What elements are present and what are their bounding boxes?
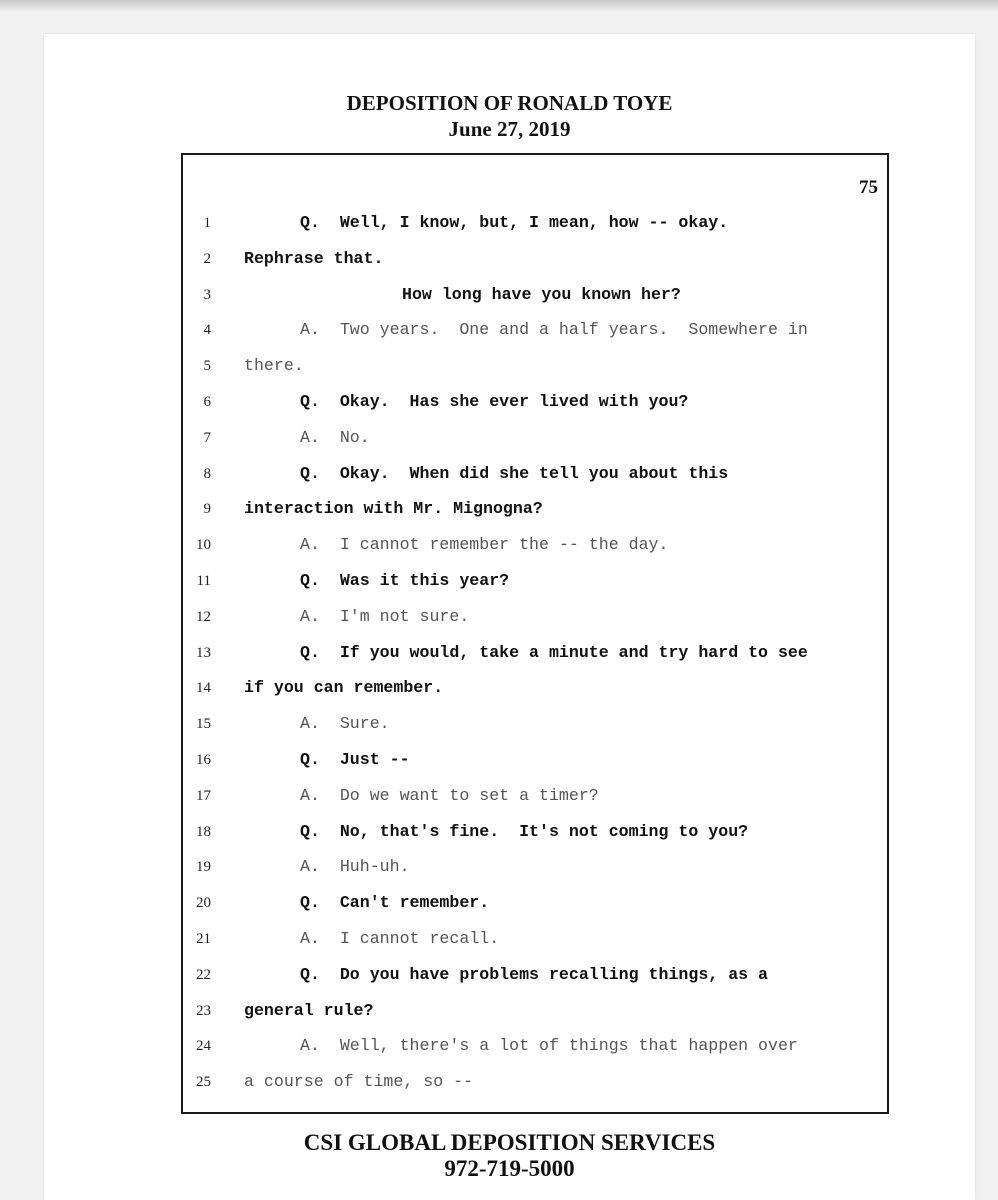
transcript-line xyxy=(183,491,887,527)
line-number: 21 xyxy=(196,931,211,947)
transcript-line xyxy=(183,1064,887,1100)
transcript-line xyxy=(183,921,887,957)
transcript-line xyxy=(183,1028,887,1064)
line-number: 7 xyxy=(203,429,211,446)
answer-text: A. Do we want to set a timer? xyxy=(300,785,599,805)
transcript-line xyxy=(183,778,887,814)
line-number: 25 xyxy=(196,1074,211,1091)
line-number: 24 xyxy=(196,1038,211,1055)
answer-text: A. Huh-uh. xyxy=(300,857,410,877)
transcript-line xyxy=(183,563,887,599)
question-text: if you can remember. xyxy=(244,678,444,698)
transcript-line xyxy=(183,205,887,241)
question-text: general rule? xyxy=(244,1000,374,1020)
document-page xyxy=(44,34,975,1200)
transcript-line xyxy=(183,384,887,420)
question-text: Q. Okay. When did she tell you about this xyxy=(300,463,729,483)
page-number: 75 xyxy=(859,177,878,198)
answer-text: A. I'm not sure. xyxy=(300,606,470,626)
line-number: 10 xyxy=(196,537,211,554)
line-number: 20 xyxy=(196,895,211,912)
line-number: 5 xyxy=(203,358,211,375)
answer-text: A. Well, there's a lot of things that happen over xyxy=(300,1036,798,1056)
answer-text: A. I cannot remember the -- the day. xyxy=(300,535,669,555)
transcript-line xyxy=(183,277,887,313)
line-number: 4 xyxy=(203,322,211,339)
transcript-line xyxy=(183,241,887,277)
line-number: 12 xyxy=(196,608,211,625)
transcript-line xyxy=(183,957,887,993)
footer-phone: 972-719-5000 xyxy=(444,1156,575,1181)
line-number: 9 xyxy=(203,501,211,518)
transcript-line xyxy=(183,348,887,384)
deposition-title: DEPOSITION OF RONALD TOYE xyxy=(346,91,673,115)
line-number: 11 xyxy=(196,573,211,589)
transcript-line xyxy=(183,885,887,921)
line-number: 22 xyxy=(196,966,211,983)
footer-company: CSI GLOBAL DEPOSITION SERVICES xyxy=(303,1130,716,1155)
line-number: 16 xyxy=(196,752,211,768)
line-number: 14 xyxy=(196,680,211,697)
transcript-line xyxy=(183,814,887,850)
answer-text: A. Two years. One and a half years. Somewhere in xyxy=(300,320,808,340)
question-text: Rephrase that. xyxy=(244,248,384,268)
question-text: Q. Was it this year? xyxy=(300,571,510,590)
transcript-line xyxy=(183,599,887,635)
answer-text: A. No. xyxy=(300,427,370,447)
answer-text: a course of time, so -- xyxy=(244,1072,474,1092)
answer-text: there. xyxy=(244,356,304,376)
line-number: 3 xyxy=(203,286,211,303)
line-number: 23 xyxy=(196,1002,211,1019)
question-text: Q. Well, I know, but, I mean, how -- okay. xyxy=(300,213,729,232)
transcript-line xyxy=(183,635,887,671)
transcript-line xyxy=(183,527,887,563)
line-number: 2 xyxy=(203,250,211,267)
transcript-line xyxy=(183,993,887,1029)
line-number: 13 xyxy=(196,644,211,661)
question-text: Q. No, that's fine. It's not coming to you? xyxy=(300,821,749,841)
line-number: 1 xyxy=(203,215,211,231)
transcript-line xyxy=(183,849,887,885)
deposition-date: June 27, 2019 xyxy=(448,117,571,141)
answer-text: A. Sure. xyxy=(300,714,390,734)
question-text: Q. Do you have problems recalling things, as a xyxy=(300,964,769,984)
transcript-line xyxy=(183,670,887,706)
viewer-top-shadow xyxy=(0,0,998,12)
transcript-frame xyxy=(181,153,889,1114)
line-number: 19 xyxy=(196,859,211,876)
line-number: 15 xyxy=(196,716,211,733)
answer-text: A. I cannot recall. xyxy=(300,929,500,948)
transcript-line xyxy=(183,742,887,778)
transcript-line xyxy=(183,312,887,348)
question-text: Q. Okay. Has she ever lived with you? xyxy=(300,392,689,411)
question-text: Q. Just -- xyxy=(300,750,410,769)
line-number: 8 xyxy=(203,465,211,482)
transcript-line xyxy=(183,706,887,742)
question-text: Q. If you would, take a minute and try hard to see xyxy=(300,642,808,662)
line-number: 6 xyxy=(203,394,211,410)
question-text: interaction with Mr. Mignogna? xyxy=(244,499,543,519)
question-text: Q. Can't remember. xyxy=(300,893,490,913)
line-number: 18 xyxy=(196,823,211,840)
question-text: How long have you known her? xyxy=(402,284,681,304)
transcript-line xyxy=(183,420,887,456)
line-number: 17 xyxy=(196,787,211,804)
transcript-line xyxy=(183,456,887,492)
